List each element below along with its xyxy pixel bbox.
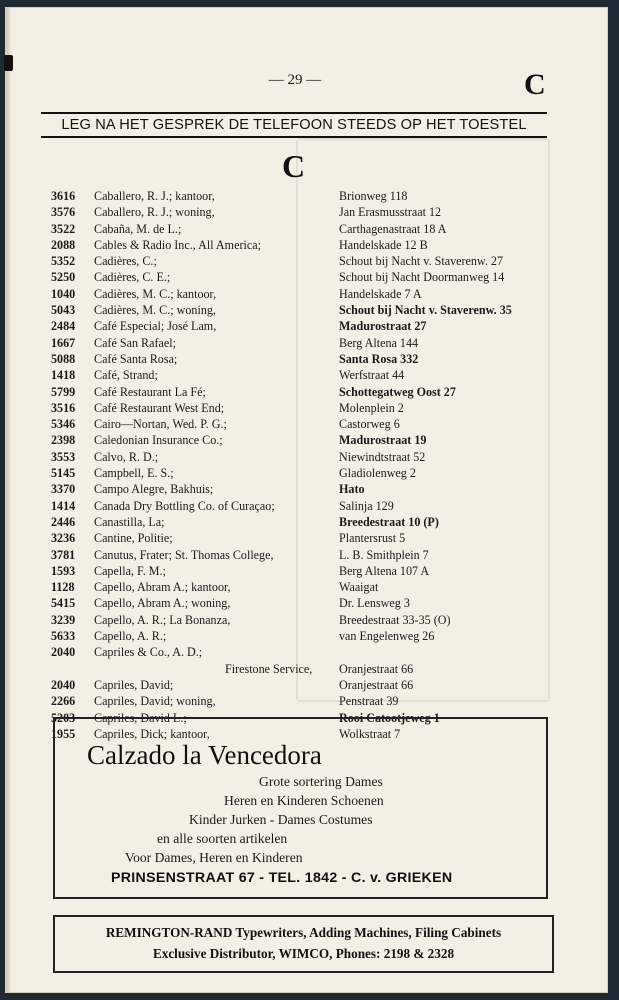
entry-name: Caballero, R. J.; kantoor, xyxy=(94,189,215,203)
entry-address: Wolkstraat 7 xyxy=(339,726,401,741)
ad-address: PRINSENSTRAAT 67 - TEL. 1842 - C. v. GRIEKEN xyxy=(111,870,453,886)
directory-entry xyxy=(51,352,551,368)
entry-name: Capello, Abram A.; woning, xyxy=(94,596,231,611)
entry-name: Capriles, David; xyxy=(94,677,174,692)
entry-phone-number: 5799 xyxy=(51,384,76,399)
binder-mark xyxy=(4,55,13,71)
directory-entry xyxy=(51,287,551,303)
entry-name: Caballero, R. J.; woning, xyxy=(94,205,215,220)
entry-name: Capello, A. R.; xyxy=(94,629,167,644)
entry-phone-number: 1593 xyxy=(51,563,76,578)
entry-name: Capriles & Co., A. D.; xyxy=(94,645,203,660)
entry-phone-number: 5088 xyxy=(51,351,76,366)
entry-phone-number: 2266 xyxy=(51,694,76,709)
entry-phone-number: 5250 xyxy=(51,270,76,285)
entry-phone-number: 5352 xyxy=(51,254,76,269)
directory-entry xyxy=(51,270,551,286)
entry-name: Campo Alegre, Bakhuis; xyxy=(94,482,214,497)
directory-entry xyxy=(51,238,551,254)
directory-entry xyxy=(51,596,551,612)
entry-address: Waaigat xyxy=(339,580,379,595)
entry-name: Café, Strand; xyxy=(94,368,158,383)
entry-phone-number: 2398 xyxy=(51,433,76,448)
directory-entry xyxy=(51,466,551,482)
entry-address: Hato xyxy=(339,482,365,497)
entry-address: Berg Altena 107 A xyxy=(339,563,430,578)
footer-line-1: REMINGTON-RAND Typewriters, Adding Machines, Filing Cabinets xyxy=(105,925,502,940)
entry-address: Schout bij Nacht v. Staverenw. 27 xyxy=(339,254,504,269)
remington-footer-ad xyxy=(53,915,554,973)
entry-address: Berg Altena 144 xyxy=(339,335,419,350)
entry-address: Schout bij Nacht v. Staverenw. 35 xyxy=(339,303,512,318)
ad-line: Grote sortering Dames xyxy=(259,774,383,789)
ad-line: Kinder Jurken - Dames Costumes xyxy=(189,812,373,827)
entry-address: Schout bij Nacht Doormanweg 14 xyxy=(339,270,505,285)
page-number: — 29 — xyxy=(268,72,322,88)
entry-address: Madurostraat 19 xyxy=(339,433,427,448)
directory-entry xyxy=(51,531,551,547)
entry-address: Plantersrust 5 xyxy=(339,531,406,546)
ad-line: Voor Dames, Heren en Kinderen xyxy=(125,850,303,865)
directory-entry xyxy=(51,499,551,515)
entry-phone-number: 1128 xyxy=(51,580,75,595)
entry-name: Canastilla, La; xyxy=(94,514,165,529)
entry-name: Calvo, R. D.; xyxy=(94,449,159,464)
entry-name: Cadières, C. E.; xyxy=(94,270,171,285)
entry-phone-number: 5346 xyxy=(51,417,76,432)
page-spine xyxy=(6,8,12,992)
entry-name: Cairo—Nortan, Wed. P. G.; xyxy=(94,417,227,432)
ad-title: Calzado la Vencedora xyxy=(87,740,322,770)
entry-address: Breedestraat 10 (P) xyxy=(339,514,439,529)
entry-name: Capriles, David L.; xyxy=(94,710,187,725)
directory-entry xyxy=(51,417,551,433)
directory-page xyxy=(6,8,607,992)
directory-entry xyxy=(51,450,551,466)
entry-name: Canada Dry Bottling Co. of Curaçao; xyxy=(94,498,275,513)
entry-address: Madurostraat 27 xyxy=(339,319,427,334)
entry-name: Cabaña, M. de L.; xyxy=(94,221,182,236)
directory-entry xyxy=(51,645,551,661)
entry-phone-number: 5633 xyxy=(51,629,76,644)
entry-address: Handelskade 12 B xyxy=(339,237,428,252)
directory-entry xyxy=(51,564,551,580)
directory-entry xyxy=(51,205,551,221)
entry-phone-number: 5043 xyxy=(51,303,76,318)
directory-entry xyxy=(51,303,551,319)
entry-phone-number: 1414 xyxy=(51,498,76,513)
entry-name: Capello, Abram A.; kantoor, xyxy=(94,580,231,595)
banner-text: LEG NA HET GESPREK DE TELEFOON STEEDS OP HET TOESTEL xyxy=(61,117,527,133)
entry-address: Oranjestraat 66 xyxy=(339,677,414,692)
entry-phone-number: 2040 xyxy=(51,645,76,660)
entry-address: Carthagenastraat 18 A xyxy=(339,221,447,236)
ad-line: Heren en Kinderen Schoenen xyxy=(224,793,384,808)
section-letter: C xyxy=(282,148,306,184)
entry-address: Gladiolenweg 2 xyxy=(339,466,416,481)
directory-entry xyxy=(51,613,551,629)
entry-phone-number: 1040 xyxy=(51,286,76,301)
entry-phone-number: 1667 xyxy=(51,335,76,350)
entry-name: Capriles, David; woning, xyxy=(94,694,216,709)
directory-entry xyxy=(51,580,551,596)
directory-entry xyxy=(51,189,551,205)
entry-phone-number: 3781 xyxy=(51,547,76,562)
entry-phone-number: 5145 xyxy=(51,466,76,481)
entry-phone-number: 3616 xyxy=(51,189,76,203)
entry-address: Handelskade 7 A xyxy=(339,286,422,301)
entry-name: Firestone Service, xyxy=(225,661,313,676)
entry-address: Penstraat 39 xyxy=(339,694,399,709)
directory-entry xyxy=(51,694,551,710)
entry-name: Campbell, E. S.; xyxy=(94,466,174,481)
entry-address: Jan Erasmusstraat 12 xyxy=(339,205,442,220)
entry-phone-number: 2088 xyxy=(51,237,76,252)
entry-address: Werfstraat 44 xyxy=(339,368,405,383)
entry-phone-number: 5203 xyxy=(51,710,76,725)
entry-address: Niewindtstraat 52 xyxy=(339,449,426,464)
footer-line-2: Exclusive Distributor, WIMCO, Phones: 2198 & 2328 xyxy=(152,946,455,961)
entry-address: Santa Rosa 332 xyxy=(339,351,419,366)
entry-address: Dr. Lensweg 3 xyxy=(339,596,410,611)
entry-name: Cadières, M. C.; woning, xyxy=(94,303,216,318)
entry-phone-number: 2040 xyxy=(51,677,76,692)
entry-address: Brionweg 118 xyxy=(339,189,408,203)
entry-phone-number: 1955 xyxy=(51,726,76,741)
directory-entry xyxy=(51,336,551,352)
directory-entry xyxy=(51,319,551,335)
entry-phone-number: 3236 xyxy=(51,531,76,546)
entry-address: Castorweg 6 xyxy=(339,417,400,432)
entry-name: Café San Rafael; xyxy=(94,335,176,350)
entry-name: Café Santa Rosa; xyxy=(94,351,178,366)
entry-phone-number: 3239 xyxy=(51,612,76,627)
entry-address: Molenplein 2 xyxy=(339,400,404,415)
directory-entry xyxy=(51,433,551,449)
entry-name: Cables & Radio Inc., All America; xyxy=(94,237,261,252)
ad-line: en alle soorten artikelen xyxy=(157,831,288,846)
directory-entry xyxy=(51,548,551,564)
entry-phone-number: 3553 xyxy=(51,449,76,464)
directory-entry xyxy=(51,629,551,645)
entry-phone-number: 2484 xyxy=(51,319,76,334)
entry-address: L. B. Smithplein 7 xyxy=(339,547,429,562)
directory-entry xyxy=(51,254,551,270)
telephone-notice-banner xyxy=(41,112,547,138)
entry-phone-number: 1418 xyxy=(51,368,76,383)
directory-entry xyxy=(51,385,551,401)
entry-name: Café Restaurant West End; xyxy=(94,400,225,415)
directory-listing xyxy=(51,189,551,743)
entry-address: Breedestraat 33-35 (O) xyxy=(339,612,451,627)
entry-name: Caledonian Insurance Co.; xyxy=(94,433,223,448)
directory-entry xyxy=(51,368,551,384)
directory-entry xyxy=(51,482,551,498)
entry-name: Capriles, Dick; kantoor, xyxy=(94,726,210,741)
entry-address: Rooi Catootjeweg 1 xyxy=(339,710,440,725)
entry-name: Cadières, M. C.; kantoor, xyxy=(94,286,217,301)
entry-name: Canutus, Frater; St. Thomas College, xyxy=(94,547,274,562)
directory-entry xyxy=(51,662,551,678)
entry-phone-number: 2446 xyxy=(51,514,76,529)
entry-address: Salinja 129 xyxy=(339,498,394,513)
entry-phone-number: 3370 xyxy=(51,482,76,497)
entry-name: Cadières, C.; xyxy=(94,254,157,269)
entry-name: Capella, F. M.; xyxy=(94,563,166,578)
page-index-letter: C xyxy=(524,68,546,101)
directory-entry xyxy=(51,678,551,694)
directory-entry xyxy=(51,222,551,238)
entry-phone-number: 3516 xyxy=(51,400,76,415)
entry-phone-number: 3576 xyxy=(51,205,76,220)
entry-name: Capello, A. R.; La Bonanza, xyxy=(94,612,231,627)
entry-address: van Engelenweg 26 xyxy=(339,629,435,644)
entry-address: Oranjestraat 66 xyxy=(339,661,414,676)
entry-address: Schottegatweg Oost 27 xyxy=(339,384,456,399)
entry-phone-number: 5415 xyxy=(51,596,76,611)
directory-entry xyxy=(51,401,551,417)
entry-name: Café Restaurant La Fé; xyxy=(94,384,206,399)
entry-name: Cantine, Politie; xyxy=(94,531,173,546)
entry-phone-number: 3522 xyxy=(51,221,76,236)
advertisement-calzado xyxy=(53,717,548,899)
entry-name: Café Especial; José Lam, xyxy=(94,319,217,334)
directory-entry xyxy=(51,515,551,531)
